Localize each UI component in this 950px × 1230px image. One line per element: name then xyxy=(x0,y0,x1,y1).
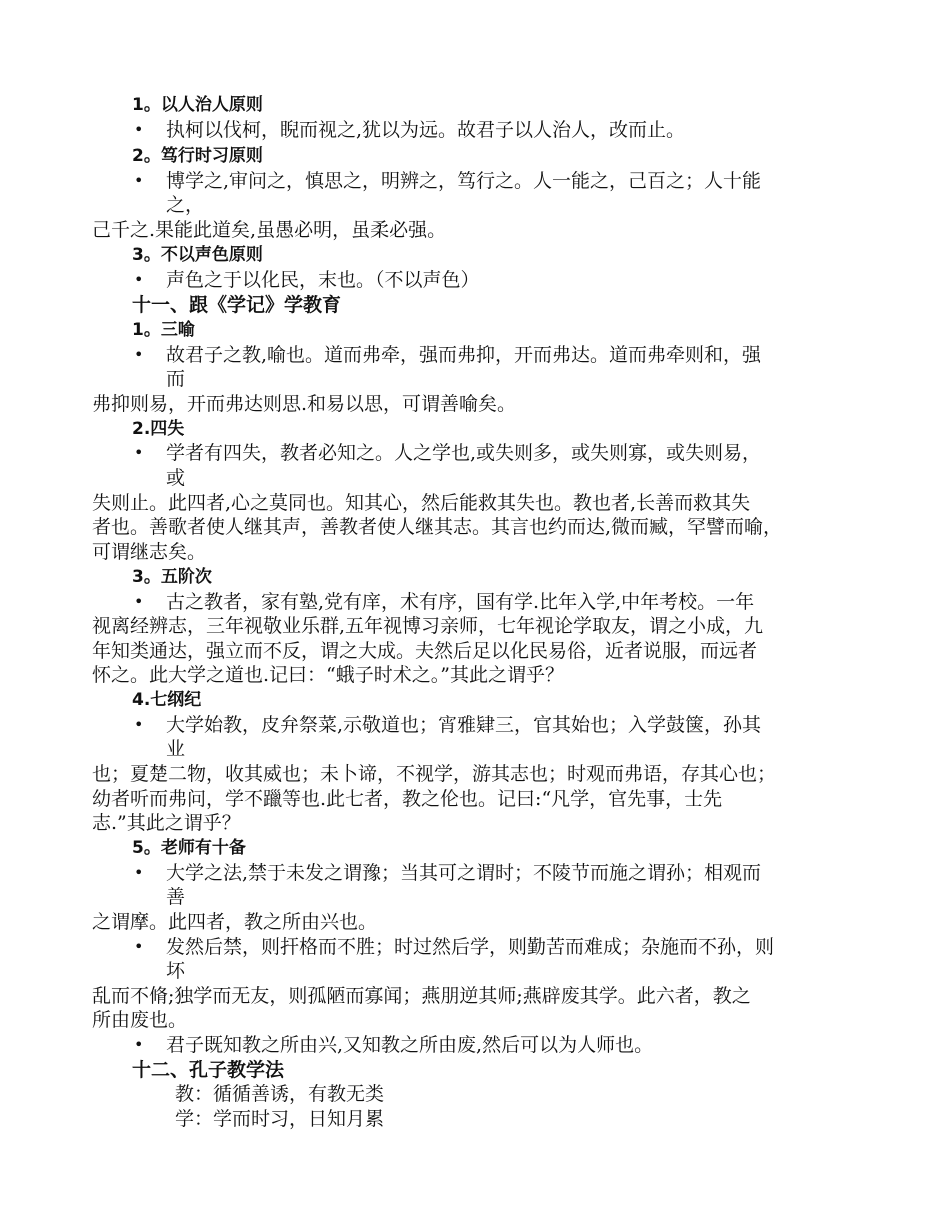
bullet: • xyxy=(134,171,144,190)
bullet: • xyxy=(134,345,144,364)
heading-qigangji: 4.七纲纪 xyxy=(132,690,202,710)
heading-sishi: 2.四失 xyxy=(132,419,185,439)
text-line: 幼者听而弗问，学不躐等也.此七者，教之伦也。记曰:“凡学，官先事，士先 xyxy=(92,788,723,810)
text-line: 或 xyxy=(166,467,186,489)
heading-duxing: 2。笃行时习原则 xyxy=(132,146,263,166)
text-line: 学：学而时习，日知月累 xyxy=(175,1108,385,1130)
text-line: 失则止。此四者,心之莫同也。知其心，然后能救其失也。教也者,长善而救其失 xyxy=(92,492,751,514)
text-line: 乱而不脩;独学而无友，则孤陋而寡闻；燕朋逆其师;燕辟废其学。此六者，教之 xyxy=(92,985,751,1007)
bullet: • xyxy=(134,1035,144,1054)
heading-sanyu: 1。三喻 xyxy=(132,320,195,340)
text-line: 视离经辨志，三年视敬业乐群,五年视博习亲师，七年视论学取友，谓之小成，九 xyxy=(92,615,764,637)
text-line: 所由废也。 xyxy=(92,1009,188,1031)
text-line: 怀之。此大学之道也.记曰：“蛾子时术之。”其此之谓乎？ xyxy=(92,664,564,686)
text-line: 声色之于以化民，末也。（不以声色） xyxy=(166,269,480,291)
heading-renren: 1。以人治人原则 xyxy=(132,95,263,115)
text-line: 大学之法,禁于未发之谓豫；当其可之谓时；不陵节而施之谓孙；相观而 xyxy=(166,862,762,884)
text-line: 故君子之教,喻也。道而弗牵，强而弗抑，开而弗达。道而弗牵则和，强 xyxy=(166,344,762,366)
heading-shengse: 3。不以声色原则 xyxy=(132,245,263,265)
bullet: • xyxy=(134,592,144,611)
bullet: • xyxy=(134,270,144,289)
text-line: 也；夏楚二物，收其威也；未卜谛，不视学，游其志也；时观而弗语，存其心也； xyxy=(92,763,777,785)
text-line: 而 xyxy=(166,368,186,390)
text-line: 可谓继志矣。 xyxy=(92,541,207,563)
heading-wujieci: 3。五阶次 xyxy=(132,567,212,587)
text-line: 执柯以伐柯，睨而视之,犹以为远。故君子以人治人，改而止。 xyxy=(166,119,686,141)
bullet: • xyxy=(134,443,144,462)
text-line: 者也。善歌者使人继其声，善教者使人继其志。其言也约而达,微而臧，罕譬而喻， xyxy=(92,516,783,538)
text-line: 君子既知教之所由兴,又知教之所由废,然后可以为人师也。 xyxy=(166,1034,654,1056)
text-line: 之， xyxy=(166,194,205,216)
text-line: 博学之,审问之，慎思之，明辨之，笃行之。人一能之，己百之；人十能 xyxy=(166,170,762,192)
bullet: • xyxy=(134,937,144,956)
bullet: • xyxy=(134,863,144,882)
text-line: 发然后禁，则扞格而不胜；时过然后学，则勤苦而难成；杂施而不孙，则 xyxy=(166,936,775,958)
bullet: • xyxy=(134,715,144,734)
heading-shibei: 5。老师有十备 xyxy=(132,838,246,858)
text-line: 之谓摩。此四者，教之所由兴也。 xyxy=(92,911,378,933)
bullet: • xyxy=(134,120,144,139)
section-title-xueji: 十一、跟《学记》学教育 xyxy=(132,294,342,316)
text-line: 教：循循善诱，有教无类 xyxy=(175,1083,385,1105)
text-line: 志.”其此之谓乎？ xyxy=(92,812,241,834)
text-line: 大学始教，皮弁祭菜,示敬道也；宵雅肄三，官其始也；入学鼓箧，孙其 xyxy=(166,714,762,736)
text-line: 坏 xyxy=(166,960,186,982)
text-line: 古之教者，家有塾,党有庠，术有序，国有学.比年入学,中年考校。一年 xyxy=(166,591,755,613)
section-title-kongzi: 十二、孔子教学法 xyxy=(132,1059,285,1081)
text-line: 弗抑则易，开而弗达则思.和易以思，可谓善喻矣。 xyxy=(92,393,517,415)
text-line: 业 xyxy=(166,738,186,760)
text-line: 年知类通达，强立而不反，谓之大成。夫然后足以化民易俗，近者说服，而远者 xyxy=(92,640,758,662)
text-line: 学者有四失，教者必知之。人之学也,或失则多，或失则寡，或失则易， xyxy=(166,442,762,464)
text-line: 善 xyxy=(166,886,186,908)
text-line: 己千之.果能此道矣,虽愚必明，虽柔必强。 xyxy=(92,219,447,241)
